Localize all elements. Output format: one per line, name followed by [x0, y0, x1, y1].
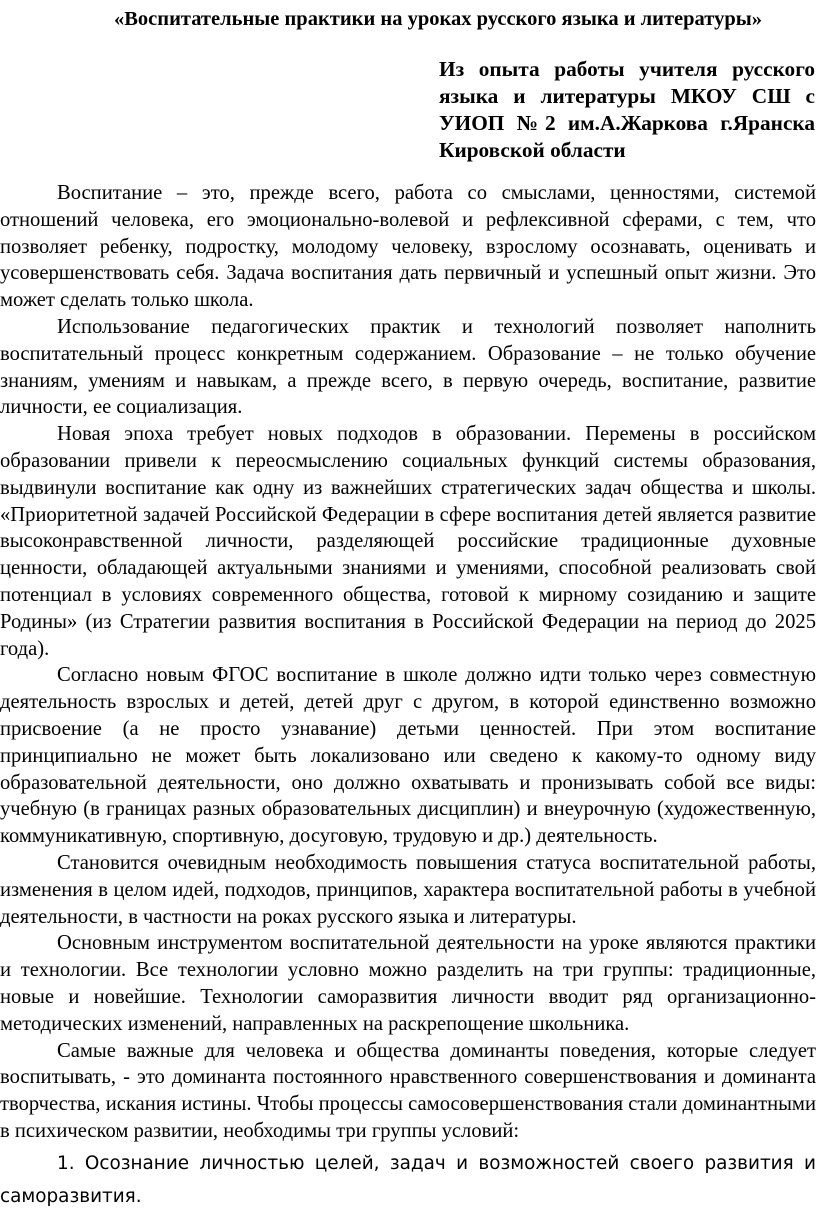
paragraph: Основным инструментом воспитательной деятельности на уроке являются практики и технологии. Все технологии условно можно разделить на три группы: традиционные, новые и новейшие. Технологии саморазвития личности вводит ряд организационно-методических изменений, направленных на раскрепощение школьника. — [0, 932, 816, 1035]
paragraph: Воспитание – это, прежде всего, работа со смыслами, ценностями, системой отношений человека, его эмоционально-волевой и рефлексивной сферами, с тем, что позволяет ребенку, подростку, молодому человеку, взрослому осознавать, оценивать и усовершенствовать себя. Задача воспитания дать первичный и успешный опыт жизни. Это может сделать только школа. — [0, 182, 816, 312]
list-item: 1. Осознание личностью целей, задач и возможностей своего развития и саморазвития. — [0, 1152, 816, 1207]
document-title: «Воспитательные практики на уроках русского языка и литературы» — [114, 8, 762, 30]
paragraph: Становится очевидным необходимость повышения статуса воспитательной работы, изменения в целом идей, подходов, принципов, характера воспитательной работы в учебной деятельности, в частности на роках русского языка и литературы. — [0, 851, 816, 928]
author-note: Из опыта работы учителя русского языка и литературы МКОУ СШ с УИОП №2 им.А.Жаркова г.Яранска Кировской области — [439, 57, 815, 162]
paragraph: Самые важные для человека и общества доминанты поведения, которые следует воспитывать, - это доминанта постоянного нравственного совершенствования и доминанта творчества, искания истины. Чтобы процессы самосовершенствования стали доминантными в психическом развитии, необходимы три группы условий: — [0, 1039, 816, 1142]
paragraph: Согласно новым ФГОС воспитание в школе должно идти только через совместную деятельность взрослых и детей, детей друг с другом, в которой единственно возможно присвоение (а не просто узнавание) детьми ценностей. При этом воспитание принципиально не может быть локализовано или сведено к какому-то одному виду образовательной деятельности, оно должно охватывать и пронизывать собой все виды: учебную (в границах разных образовательных дисциплин) и внеурочную (художественную, коммуникативную, спортивную, досуговую, трудовую и др.) деятельность. — [0, 664, 816, 848]
document-body — [0, 180, 816, 1213]
paragraph: Использование педагогических практик и технологий позволяет наполнить воспитательный процесс конкретным содержанием. Образование – не только обучение знаниям, умениям и навыкам, а прежде всего, в первую очередь, воспитание, развитие личности, ее социализация. — [0, 315, 816, 419]
paragraph: Новая эпоха требует новых подходов в образовании. Перемены в российском образовании привели к переосмыслению социальных функций системы образования, выдвинули воспитание как одну из важнейших стратегических задач общества и школы. «Приоритетной задачей Российской Федерации в сфере воспитания детей является развитие высоконравственной личности, разделяющей российские традиционные духовные ценности, обладающей актуальными знаниями и умениями, способной реализовать свой потенциал в условиях современного общества, готовой к мирному созиданию и защите Родины» (из Стратегии развития воспитания в Российской Федерации на период до 2025 года). — [0, 423, 816, 660]
